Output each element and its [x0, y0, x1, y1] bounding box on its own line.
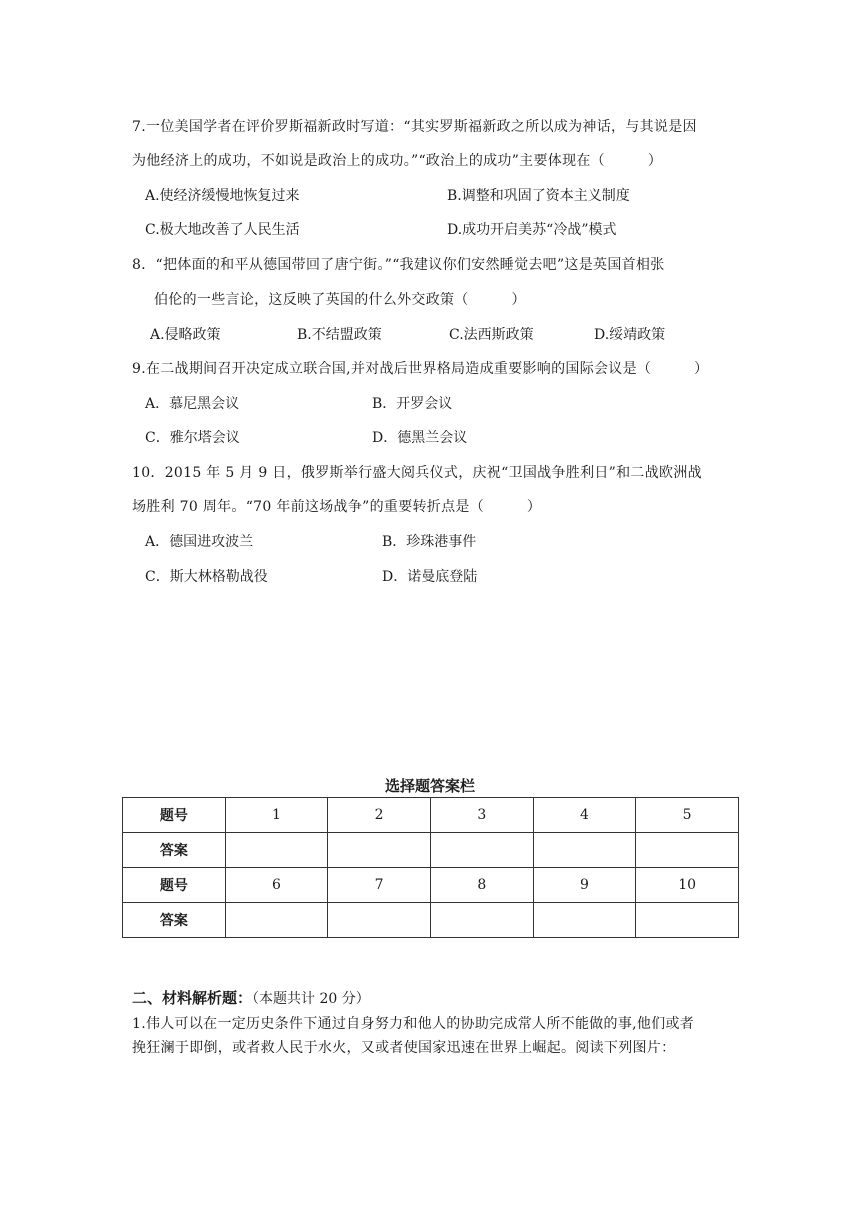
q10-option-a: A．德国进攻波兰	[145, 534, 254, 550]
answer-cell-10[interactable]	[636, 903, 739, 938]
q9-stem-line-1: 9.在二战期间召开决定成立联合国,并对战后世界格局造成重要影响的国际会议是（ ）	[132, 361, 709, 377]
section-2-title: 二、材料解析题：	[132, 989, 253, 1007]
section-2-score-note: （本题共计 20 分）	[252, 991, 370, 1007]
answer-label-cell: 答案	[123, 903, 226, 938]
number-cell: 2	[328, 798, 431, 833]
number-cell: 9	[533, 868, 636, 903]
section-2-intro-line-1: 1.伟人可以在一定历史条件下通过自身努力和他人的协助完成常人所不能做的事,他们或者	[132, 1016, 695, 1032]
section-2-heading	[132, 988, 370, 1009]
q7-option-b: B.调整和巩固了资本主义制度	[447, 188, 630, 204]
answer-cell-8[interactable]	[430, 903, 533, 938]
answer-table	[122, 797, 739, 938]
answer-cell-5[interactable]	[636, 833, 739, 868]
section-2-intro-line-2: 挽狂澜于即倒，或者救人民于水火，又或者使国家迅速在世界上崛起。阅读下列图片：	[132, 1040, 676, 1056]
answer-cell-1[interactable]	[225, 833, 328, 868]
answer-cell-9[interactable]	[533, 903, 636, 938]
table-row	[123, 833, 739, 868]
q10-stem-line-1: 10．2015 年 5 月 9 日，俄罗斯举行盛大阅兵仪式，庆祝“卫国战争胜利日”和二战欧洲战	[132, 465, 702, 481]
q10-option-d: D．诺曼底登陆	[382, 569, 478, 585]
q8-option-b: B.不结盟政策	[297, 327, 382, 343]
number-label-cell: 题号	[123, 868, 226, 903]
q8-option-d: D.绥靖政策	[594, 327, 666, 343]
q9-option-c: C．雅尔塔会议	[145, 430, 240, 446]
q10-stem-line-2: 场胜利 70 周年。“70 年前这场战争”的重要转折点是（ ）	[132, 499, 542, 515]
q7-option-c: C.极大地改善了人民生活	[145, 222, 300, 238]
q7-stem-line-1: 7.一位美国学者在评价罗斯福新政时写道：“其实罗斯福新政之所以成为神话，与其说是因	[132, 119, 697, 135]
answer-cell-3[interactable]	[430, 833, 533, 868]
number-cell: 5	[636, 798, 739, 833]
q7-option-d: D.成功开启美苏“冷战”模式	[447, 222, 617, 238]
q9-option-b: B．开罗会议	[372, 396, 453, 412]
q7-option-a: A.使经济缓慢地恢复过来	[145, 188, 300, 204]
q9-option-d: D．德黑兰会议	[372, 430, 468, 446]
number-label-cell: 题号	[123, 798, 226, 833]
table-row	[123, 903, 739, 938]
number-cell: 4	[533, 798, 636, 833]
number-cell: 10	[636, 868, 739, 903]
q8-stem-line-1: 8．“把体面的和平从德国带回了唐宁街。”“我建议你们安然睡觉去吧”这是英国首相张	[132, 257, 665, 273]
table-row	[123, 868, 739, 903]
answer-label-cell: 答案	[123, 833, 226, 868]
number-cell: 3	[430, 798, 533, 833]
answer-cell-6[interactable]	[225, 903, 328, 938]
q9-option-a: A．慕尼黑会议	[145, 396, 240, 412]
answer-cell-7[interactable]	[328, 903, 431, 938]
number-cell: 1	[225, 798, 328, 833]
q10-option-b: B．珍珠港事件	[382, 534, 477, 550]
number-cell: 8	[430, 868, 533, 903]
table-row	[123, 798, 739, 833]
q8-option-c: C.法西斯政策	[449, 327, 534, 343]
q8-option-a: A.侵略政策	[150, 327, 221, 343]
number-cell: 6	[225, 868, 328, 903]
answer-table-title: 选择题答案栏	[384, 777, 475, 795]
number-cell: 7	[328, 868, 431, 903]
q7-stem-line-2: 为他经济上的成功，不如说是政治上的成功。”“政治上的成功”主要体现在（ ）	[132, 153, 663, 169]
q8-stem-line-2: 伯伦的一些言论，这反映了英国的什么外交政策（ ）	[154, 292, 526, 308]
answer-cell-2[interactable]	[328, 833, 431, 868]
answer-cell-4[interactable]	[533, 833, 636, 868]
q10-option-c: C．斯大林格勒战役	[145, 569, 268, 585]
